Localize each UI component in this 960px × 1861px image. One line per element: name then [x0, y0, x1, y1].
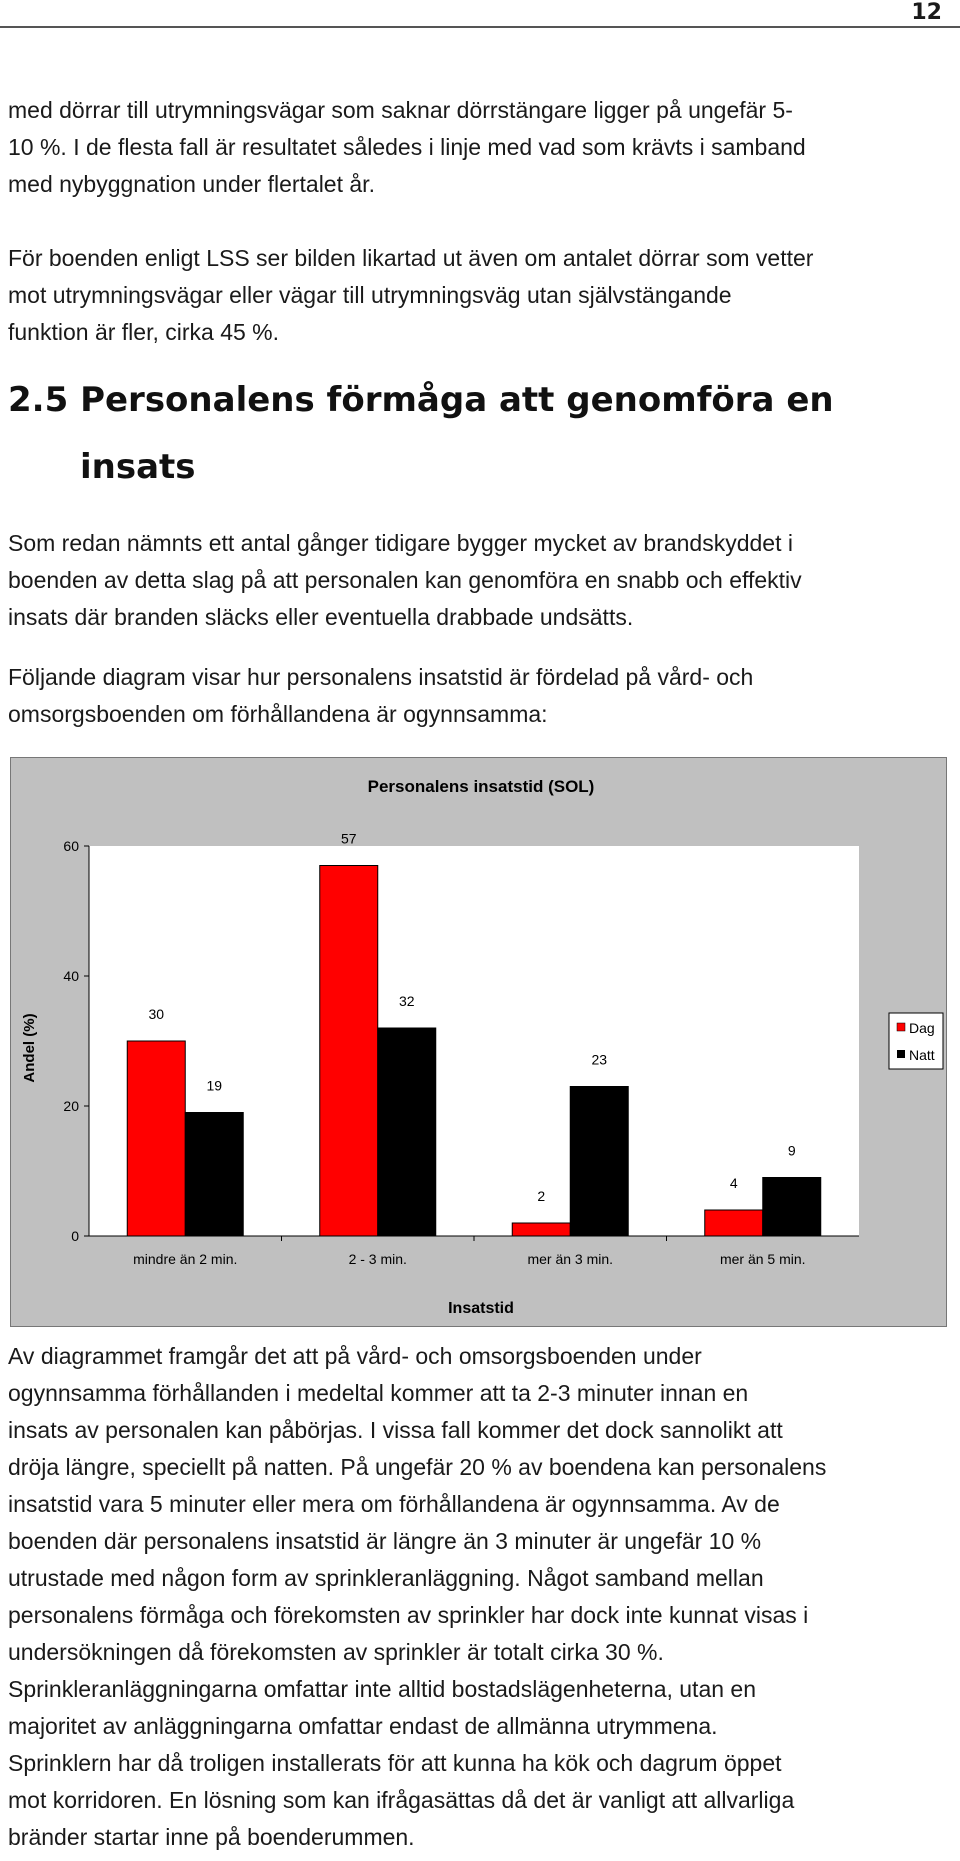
- x-tick-label: mindre än 2 min.: [133, 1251, 238, 1267]
- text-line: boenden där personalens insatstid är längre än 3 minuter är ungefär 10 %: [8, 1528, 762, 1554]
- header-rule: [0, 26, 960, 28]
- y-tick-label: 0: [71, 1228, 79, 1244]
- data-label: 30: [148, 1006, 165, 1022]
- text-line: mot korridoren. En lösning som kan ifrågasättas då det är vanligt att allvarliga: [8, 1787, 795, 1813]
- legend-swatch-natt: [897, 1050, 905, 1058]
- x-axis-label: Insatstid: [448, 1300, 514, 1317]
- text-line: omsorgsboenden om förhållandena är ogynnsamma:: [8, 701, 548, 727]
- bar-chart: [11, 758, 946, 1326]
- text-line: med dörrar till utrymningsvägar som saknar dörrstängare ligger på ungefär 5-: [8, 97, 793, 123]
- text-line: Sprinkleranläggningarna omfattar inte alltid bostadslägenheterna, utan en: [8, 1676, 757, 1702]
- bar-natt: [378, 1028, 436, 1236]
- paragraph-intro: [8, 525, 953, 636]
- chart-title: Personalens insatstid (SOL): [367, 777, 595, 796]
- text-line: insats av personalen kan påbörjas. I vissa fall kommer det dock sannolikt att: [8, 1417, 783, 1443]
- legend-label-dag: Dag: [909, 1020, 935, 1036]
- text-line: Följande diagram visar hur personalens insatstid är fördelad på vård- och: [8, 664, 754, 690]
- text-line: personalens förmåga och förekomsten av sprinkler har dock inte kunnat visas i: [8, 1602, 809, 1628]
- text-line: majoritet av anläggningarna omfattar endast de allmänna utrymmena.: [8, 1713, 718, 1739]
- y-tick-label: 40: [63, 968, 79, 984]
- legend-swatch-dag: [897, 1023, 905, 1031]
- x-axis-ticks: [133, 1236, 805, 1267]
- paragraph-analysis: [8, 1338, 953, 1856]
- data-label: 4: [729, 1175, 738, 1191]
- text-line: insats där branden släcks eller eventuella drabbade undsätts.: [8, 604, 634, 630]
- bar-dag: [320, 866, 378, 1237]
- bar-dag: [705, 1210, 763, 1236]
- data-label: 32: [398, 993, 415, 1009]
- legend-label-natt: Natt: [909, 1047, 935, 1063]
- data-label: 9: [787, 1142, 796, 1159]
- text-line: 10 %. I de flesta fall är resultatet således i linje med vad som krävts i samband: [8, 134, 806, 160]
- text-line: med nybyggnation under flertalet år.: [8, 171, 375, 197]
- x-tick-label: 2 - 3 min.: [348, 1251, 407, 1267]
- bar-natt: [763, 1178, 821, 1237]
- bar-natt: [185, 1113, 243, 1237]
- text-line: insatstid vara 5 minuter eller mera om förhållandena är ogynnsamma. Av de: [8, 1491, 780, 1517]
- bar-natt: [570, 1087, 628, 1237]
- text-line: För boenden enligt LSS ser bilden likartad ut även om antalet dörrar som vetter: [8, 245, 814, 271]
- text-line: dröja längre, speciellt på natten. På ungefär 20 % av boendena kan personalens: [8, 1454, 827, 1480]
- chart-frame: [10, 757, 947, 1327]
- text-line: Sprinklern har då troligen installerats för att kunna ha kök och dagrum öppet: [8, 1750, 782, 1776]
- text-line: ogynnsamma förhållanden i medeltal kommer att ta 2-3 minuter innan en: [8, 1380, 749, 1406]
- data-label: 2: [537, 1188, 546, 1204]
- text-line: utrustade med någon form av sprinkleranläggning. Något samband mellan: [8, 1565, 764, 1591]
- data-label: 57: [340, 830, 357, 847]
- section-number: 2.5: [8, 380, 69, 420]
- text-line: undersökningen då förekomsten av sprinkler är totalt cirka 30 %.: [8, 1639, 664, 1665]
- y-axis-label: Andel (%): [21, 1013, 38, 1083]
- page-number: 12: [911, 0, 942, 25]
- section-heading: [8, 380, 834, 420]
- data-label: 19: [206, 1077, 223, 1094]
- y-tick-label: 20: [63, 1098, 79, 1114]
- text-line: Som redan nämnts ett antal gånger tidigare bygger mycket av brandskyddet i: [8, 530, 793, 556]
- text-line: bränder startar inne på boenderummen.: [8, 1824, 415, 1850]
- legend: [889, 1013, 943, 1069]
- text-line: Av diagrammet framgår det att på vård- och omsorgsboenden under: [8, 1343, 702, 1369]
- x-tick-label: mer än 3 min.: [527, 1251, 614, 1267]
- text-line: funktion är fler, cirka 45 %.: [8, 319, 280, 345]
- bar-dag: [127, 1041, 185, 1236]
- paragraph-lss: [8, 240, 953, 351]
- bar-dag: [512, 1223, 570, 1236]
- text-line: mot utrymningsvägar eller vägar till utrymningsväg utan självstängande: [8, 282, 732, 308]
- section-title-line1: Personalens förmåga att genomföra en: [80, 380, 834, 420]
- section-title-line2: insats: [80, 447, 196, 487]
- data-label: 23: [591, 1051, 608, 1068]
- paragraph-diagram-intro: [8, 659, 953, 733]
- x-tick-label: mer än 5 min.: [719, 1251, 806, 1267]
- paragraph-doors: [8, 92, 953, 203]
- y-tick-label: 60: [63, 838, 79, 854]
- text-line: boenden av detta slag på att personalen kan genomföra en snabb och effektiv: [8, 567, 802, 593]
